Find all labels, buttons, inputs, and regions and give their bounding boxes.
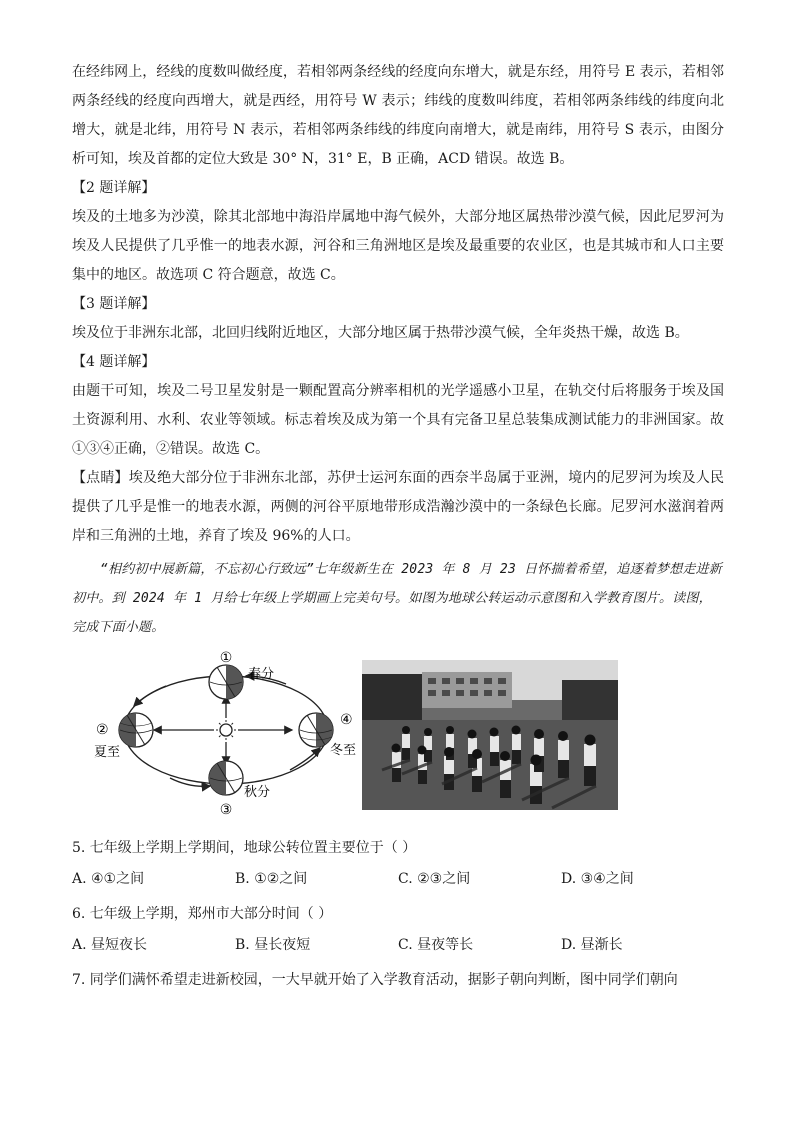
question-5-option-d[interactable]: D. ③④之间 (561, 871, 634, 887)
earth-icon-spring (209, 665, 243, 699)
position-label-1: ① (219, 650, 233, 666)
question-6-stem: 6. 七年级上学期，郑州市大部分时间（ ） (72, 906, 333, 922)
answer-3-explanation: 埃及位于非洲东北部，北回归线附近地区，大部分地区属于热带沙漠气候，全年炎热干燥，故选 B。 (72, 325, 689, 341)
earth-revolution-diagram (86, 650, 366, 820)
question-6-options (72, 931, 724, 960)
figures-row (72, 650, 724, 828)
orbit-arrow-se (290, 748, 320, 770)
position-label-2: ② (96, 722, 109, 738)
key-point-note: 【点睛】埃及绝大部分位于非洲东北部，苏伊士运河东面的西奈半岛属于亚洲，境内的尼罗河为埃及人民提供了几乎是惟一的地表水源，两侧的河谷平原地带形成浩瀚沙漠中的一条绿色长廊。尼罗河水滋润着两岸和三角洲的土地，养育了埃及 96%的人口。 (72, 470, 724, 544)
question-6-option-d[interactable]: D. 昼渐长 (561, 937, 623, 953)
answer-1-explanation: 在经纬网上，经线的度数叫做经度，若相邻两条经线的经度向东增大，就是东经，用符号 E 表示，若相邻两条经线的经度向西增大，就是西经，用符号 W 表示；纬线的度数叫纬度，若相邻两条纬线的纬度向北增大，就是北纬，用符号 N 表示，若相邻两条纬线的纬度向南增大，就是南纬，用符号 S 表示，由图分析可知，埃及首都的定位大致是 30° N，31° E，B 正确，ACD 错误。故选 B。 (72, 64, 724, 167)
position-label-3: ③ (219, 802, 233, 818)
season-label-spring: 春分 (248, 667, 275, 682)
sun-icon (216, 720, 236, 740)
earth-icon-winter (299, 713, 333, 747)
question-6-option-a[interactable]: A. 昼短夜长 (72, 937, 148, 953)
question-6-option-b[interactable]: B. 昼长夜短 (235, 937, 311, 953)
answer-4-explanation: 由题干可知，埃及二号卫星发射是一颗配置高分辨率相机的光学遥感小卫星，在轨交付后将服务于埃及国土资源利用、水利、农业等领域。标志着埃及成为第一个具有完备卫星总装集成测试能力的非洲国家。故①③④正确，②错误。故选 C。 (72, 383, 724, 457)
question-6-option-c[interactable]: C. 昼夜等长 (398, 937, 474, 953)
question-5-option-c[interactable]: C. ②③之间 (398, 871, 471, 887)
question-group-intro: “相约初中展新篇，不忘初心行致远”七年级新生在 2023 年 8 月 23 日怀揣着希望，追逐着梦想走进新初中。到 2024 年 1 月给七年级上学期画上完美句号。如图为地球公转运动示意图和入学教育图片。读图，完成下面小题。 (72, 562, 723, 635)
question-7-stem: 7. 同学们满怀希望走进新校园，一大早就开始了入学教育活动，据影子朝向判断，图中同学们朝向 (72, 972, 678, 988)
question-5-stem: 5. 七年级上学期上学期间，地球公转位置主要位于（ ） (72, 840, 417, 856)
position-label-4: ④ (340, 712, 353, 728)
orientation-photo (362, 660, 618, 810)
answer-3-heading: 【3 题详解】 (72, 296, 156, 312)
question-5-options (72, 865, 724, 894)
season-label-winter: 冬至 (330, 743, 357, 758)
earth-icon-summer (119, 713, 153, 747)
season-label-summer: 夏至 (94, 745, 121, 760)
answer-2-explanation: 埃及的土地多为沙漠，除其北部地中海沿岸属地中海气候外，大部分地区属热带沙漠气候，因此尼罗河为埃及人民提供了几乎惟一的地表水源，河谷和三角洲地区是埃及最重要的农业区，也是其城市和人口主要集中的地区。故选项 C 符合题意，故选 C。 (72, 209, 724, 283)
answer-2-heading: 【2 题详解】 (72, 180, 156, 196)
document-page (72, 58, 724, 995)
question-5-option-a[interactable]: A. ④①之间 (72, 871, 145, 887)
season-label-autumn: 秋分 (244, 785, 271, 800)
earth-icon-autumn (209, 761, 243, 795)
question-5-option-b[interactable]: B. ①②之间 (235, 871, 308, 887)
answer-4-heading: 【4 题详解】 (72, 354, 156, 370)
